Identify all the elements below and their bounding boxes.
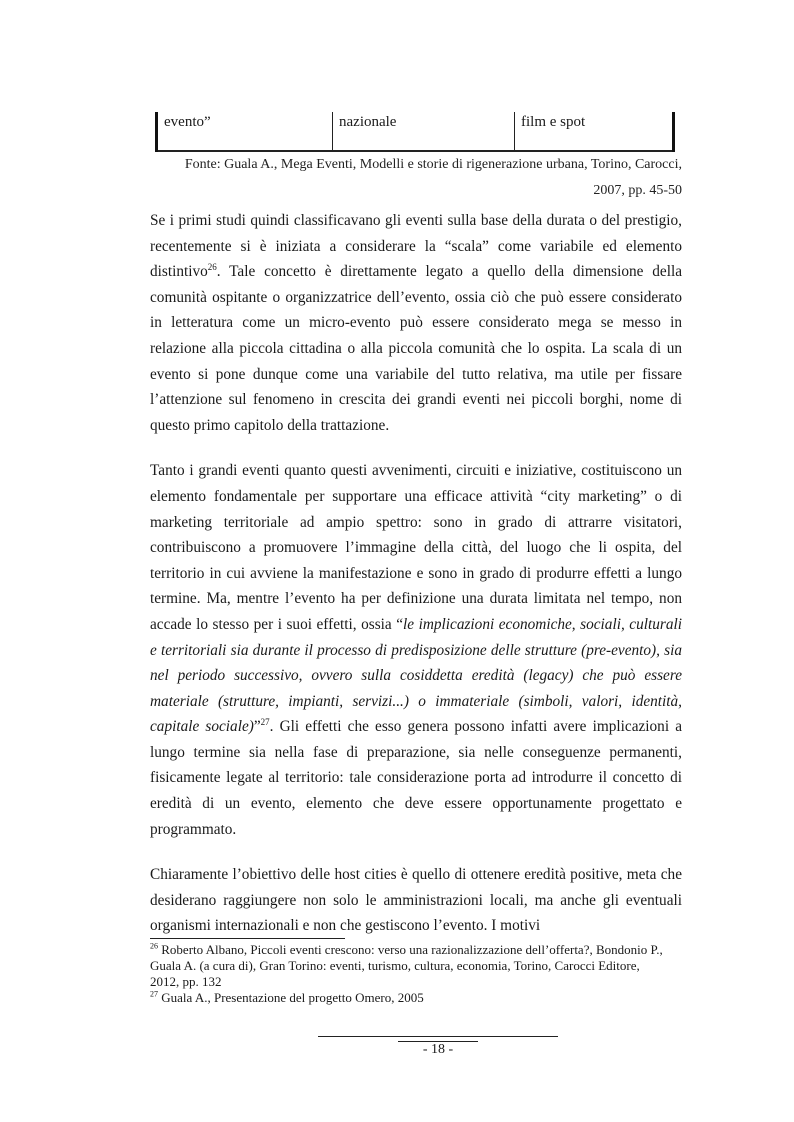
footnotes xyxy=(150,942,670,1006)
footnote-number: 26 xyxy=(150,941,158,951)
text-run: . Gli effetti che esso genera possono infatti avere implicazioni a lungo termine sia nella fase di preparazione, sia nelle conseguenze permanenti, fisicamente legate al territorio: tale considerazione porta ad introdurre il concetto di eredità di un evento, elemento che deve essere opportunamente progettato e programmato. xyxy=(150,718,682,838)
paragraph: Chiaramente l’obiettivo delle host cities è quello di ottenere eredità positive, meta che desiderano raggiungere non solo le amministrazioni locali, ma anche gli eventuali organismi internazionali e non che gestiscono l’evento. I motivi xyxy=(150,866,682,935)
paragraph xyxy=(150,208,682,438)
footer-rule xyxy=(318,1036,558,1037)
footnote xyxy=(150,990,670,1006)
table-row xyxy=(157,112,674,151)
table-cell: nazionale xyxy=(333,112,515,151)
footnote-separator xyxy=(150,938,345,939)
text-run: ” xyxy=(253,718,261,736)
text-run: . Tale concetto è direttamente legato a quello della dimensione della comunità ospitante o organizzatrice dell’evento, ossia ciò che può essere considerato in letteratura come un micro-evento può essere considerato mega se messo in relazione alla piccola cittadina o alla piccola comunità che lo ospita. La scala di un evento si pone dunque come una variabile del tutto relativa, ma utile per fissare l’attenzione sul fenomeno in crescita dei grandi eventi nei piccoli borghi, nome di questo primo capitolo della trattazione. xyxy=(150,263,682,434)
page-number: - 18 - xyxy=(422,1042,454,1057)
text-run: Tanto i grandi eventi quanto questi avvenimenti, circuiti e iniziative, costituiscono un elemento fondamentale per supportare una efficace attività “city marketing” o di marketing territoriale ad ampio spettro: sono in grado di attrarre visitatori, contribuiscono a promuovere l’immagine della città, del luogo che li ospita, del territorio in cui avviene la manifestazione e sono in grado di produrre effetti a lungo termine. Ma, mentre l’evento ha per definizione una durata limitata nel tempo, non accade lo stesso per i suoi effetti, ossia “ xyxy=(150,462,682,633)
table-source-caption xyxy=(150,152,682,204)
footnote-number: 27 xyxy=(150,989,158,999)
source-line: Fonte: Guala A., Mega Eventi, Modelli e storie di rigenerazione urbana, Torino, Carocci, xyxy=(184,157,682,172)
table-cell: evento” xyxy=(157,112,333,151)
body-text xyxy=(150,208,682,939)
footnote-ref[interactable]: 27 xyxy=(260,717,270,728)
footnote-ref[interactable]: 26 xyxy=(207,262,217,273)
footnote-text: Roberto Albano, Piccoli eventi crescono: verso una razionalizzazione dell’offerta?, Bondonio P., Guala A. (a cura di), Gran Torino: eventi, turismo, cultura, economia, Torino, Carocci Editore, 2012, pp. 132 xyxy=(150,942,663,989)
quote-italic: le implicazioni economiche, sociali, culturali e territoriali sia durante il processo di predisposizione delle strutture (pre-evento), sia nel periodo successivo, ovvero sulla cosiddetta eredità (legacy) che può essere materiale (strutture, impianti, servizi...) o immateriale (simboli, valori, identità, capitale sociale) xyxy=(150,615,682,736)
footnote xyxy=(150,942,670,990)
table-fragment xyxy=(155,112,675,152)
source-line: 2007, pp. 45-50 xyxy=(593,183,682,198)
text-run: Se i primi studi quindi classificavano gli eventi sulla base della durata o del prestigio, recentemente si è iniziata a considerare la “scala” come variabile ed elemento distintivo xyxy=(150,212,682,281)
table-cell: film e spot xyxy=(515,112,674,151)
paragraph xyxy=(150,458,682,842)
footnote-text: Guala A., Presentazione del progetto Omero, 2005 xyxy=(161,990,424,1005)
